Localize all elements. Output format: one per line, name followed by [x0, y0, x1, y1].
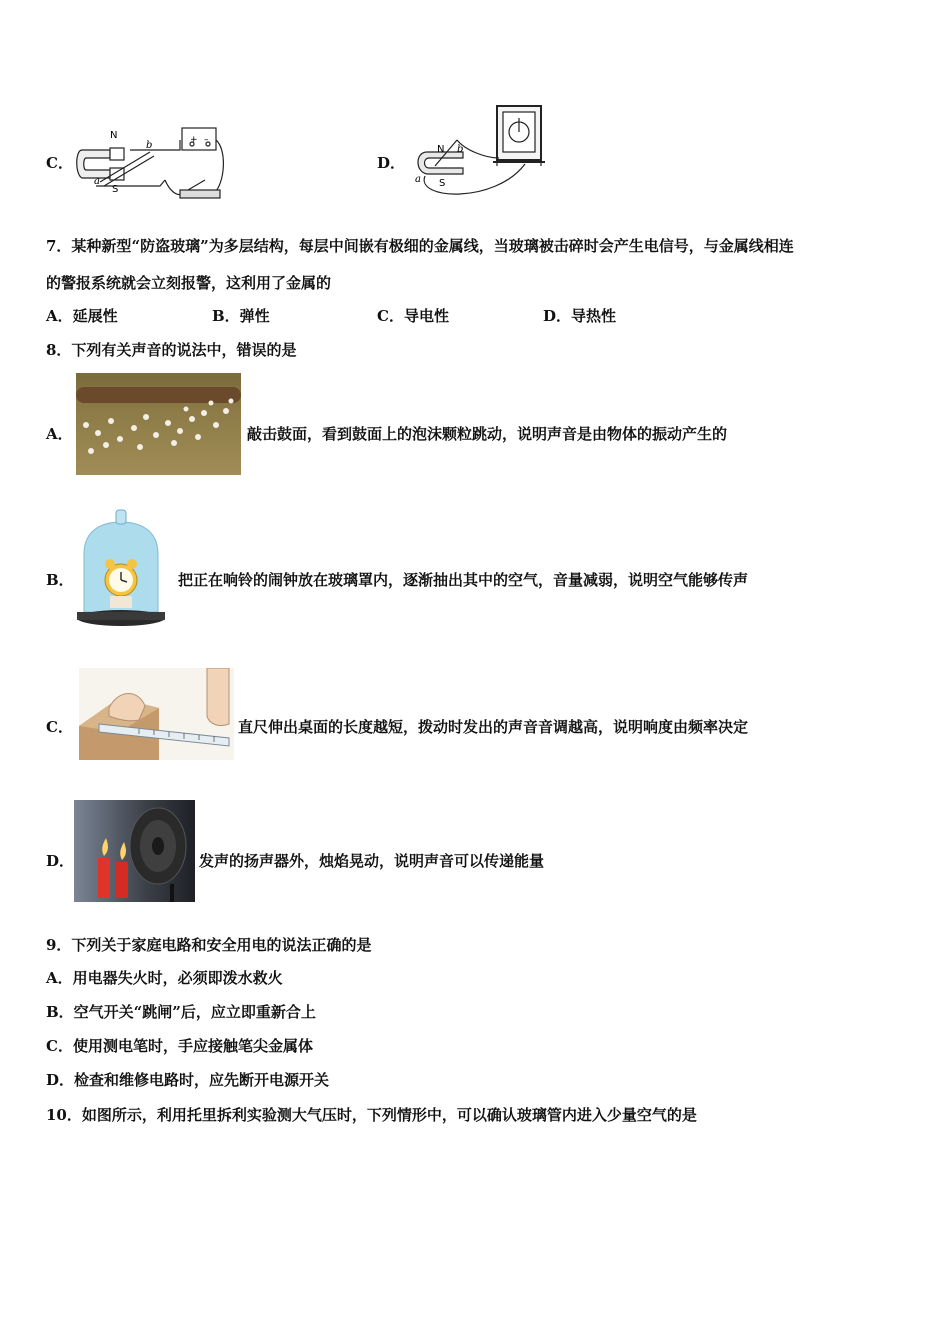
q6-c-b-label: b: [146, 140, 153, 151]
q6-option-c-label: C．: [46, 154, 73, 172]
q7-option-b: B．弹性: [212, 307, 270, 325]
q9-option-b: B．空气开关“跳闸”后，应立即重新合上: [46, 1003, 316, 1021]
q9-option-a: A．用电器失火时，必须即泼水救火: [46, 969, 283, 987]
q6-d-n-label: N: [437, 144, 445, 155]
q8-option-c-letter: C．: [46, 718, 73, 736]
q6-c-minus-label: –: [204, 135, 209, 145]
q8-stem: 8．下列有关声音的说法中，错误的是: [46, 341, 297, 359]
drum-foam-photo: [76, 373, 241, 475]
q8-option-a-text: 敲击鼓面，看到鼓面上的泡沫颗粒跳动，说明声音是由物体的振动产生的: [247, 425, 728, 443]
q6-d-a-label: a: [415, 174, 421, 185]
q8-option-d-text: 发声的扬声器外，烛焰晃动，说明声音可以传递能量: [199, 852, 545, 870]
q6-c-plus-label: +: [190, 135, 198, 145]
bell-jar-photo: [72, 508, 170, 634]
q7-stem-line2: 的警报系统就会立刻报警，这利用了金属的: [46, 274, 332, 292]
q6-option-c-figure: [70, 120, 230, 205]
q7-option-c: C．导电性: [377, 307, 449, 325]
q9-option-c: C．使用测电笔时，手应接触笔尖金属体: [46, 1037, 313, 1055]
q6-d-s-label: S: [439, 178, 446, 189]
q6-c-n-label: N: [110, 130, 118, 141]
q9-option-d: D．检查和维修电路时，应先断开电源开关: [46, 1071, 330, 1089]
ruler-table-photo: [79, 668, 234, 760]
q8-option-a-letter: A．: [46, 425, 73, 443]
q8-option-b-text: 把正在响铃的闹钟放在玻璃罩内，逐渐抽出其中的空气，音量减弱，说明空气能够传声: [178, 571, 749, 589]
q8-option-d-letter: D．: [46, 852, 75, 870]
q7-option-d: D．导热性: [543, 307, 617, 325]
q6-d-b-label: b: [457, 144, 464, 155]
q6-c-s-label: S: [112, 184, 119, 195]
q10-stem: 10．如图所示，利用托里拆利实验测大气压时，下列情形中，可以确认玻璃管内进入少量空气的是: [46, 1106, 697, 1124]
speaker-candle-photo: [74, 800, 195, 902]
q6-c-a-label: a: [94, 176, 100, 187]
q6-option-d-label: D．: [377, 154, 406, 172]
q8-option-c-text: 直尺伸出桌面的长度越短，拨动时发出的声音音调越高，说明响度由频率决定: [238, 718, 749, 736]
q7-stem-line1: 7．某种新型“防盗玻璃”为多层结构，每层中间嵌有极细的金属线，当玻璃被击碎时会产生电信号，与金属线相连: [46, 237, 794, 255]
q6-option-d-figure: [405, 100, 555, 205]
q7-option-a: A．延展性: [46, 307, 118, 325]
q8-option-b-letter: B．: [46, 571, 74, 589]
q9-stem: 9．下列关于家庭电路和安全用电的说法正确的是: [46, 936, 372, 954]
